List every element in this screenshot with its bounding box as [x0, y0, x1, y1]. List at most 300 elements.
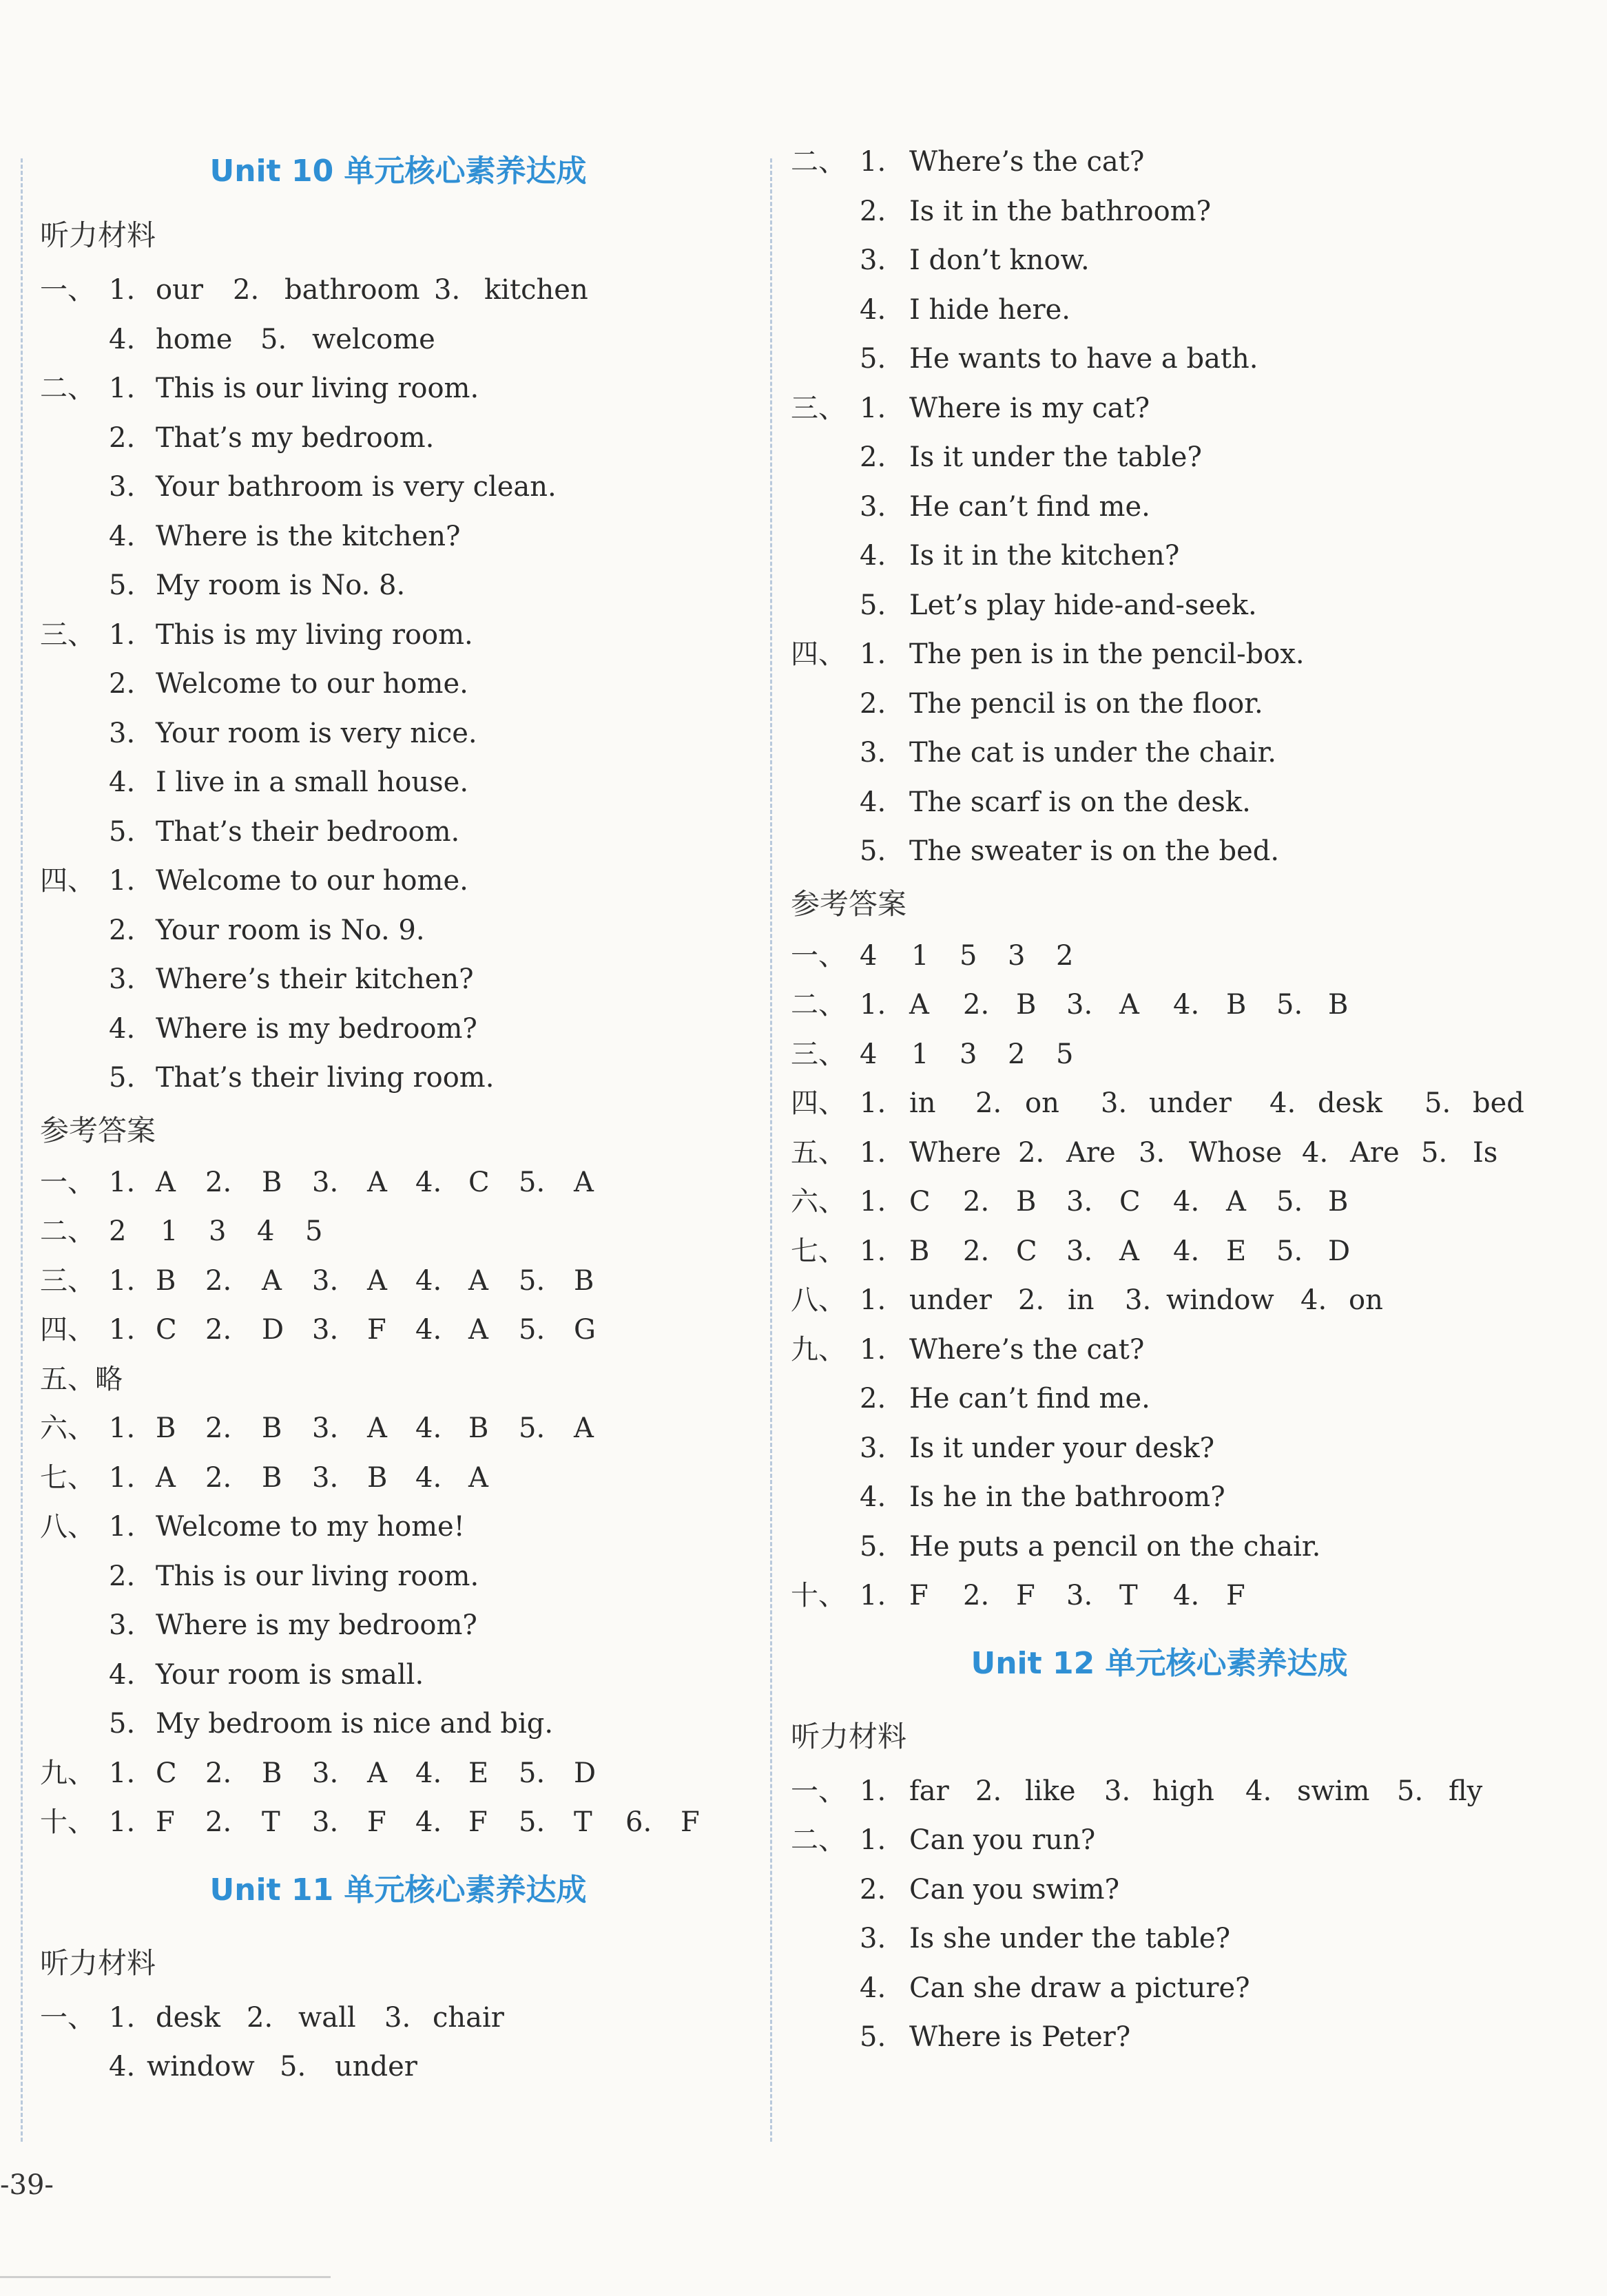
answer-text: F	[367, 1806, 386, 1838]
answer-text: 二、	[791, 1824, 846, 1856]
answer-text: F	[367, 1314, 386, 1346]
answer-row	[40, 414, 756, 463]
answer-text: 1.	[860, 1824, 887, 1856]
answer-text: 4.	[860, 540, 887, 572]
answer-text: 五、	[791, 1136, 846, 1169]
answer-row	[791, 483, 1528, 532]
answer-row	[40, 1651, 756, 1700]
answer-text: 四、	[40, 865, 95, 897]
answer-text: 5.	[109, 815, 136, 848]
answer-text: 3.	[1066, 1186, 1093, 1218]
answer-text: 3.	[1066, 1235, 1093, 1267]
answer-text: E	[468, 1757, 489, 1789]
answer-text: 3.	[860, 1432, 887, 1464]
answer-text: Where is the kitchen?	[156, 520, 461, 552]
answer-text: 5.	[109, 1708, 136, 1740]
answer-text: 4.	[109, 2051, 136, 2083]
answer-text: The pen is in the pencil-box.	[909, 638, 1305, 670]
answer-row	[791, 138, 1528, 187]
answer-text: 5	[305, 1215, 323, 1247]
answer-text: 5	[960, 939, 977, 972]
section-title: 参考答案	[40, 1113, 156, 1147]
answer-text: A	[1119, 989, 1139, 1021]
answer-text: Are	[1350, 1136, 1400, 1169]
answer-text: 一、	[40, 1166, 95, 1198]
answer-text: wall	[298, 2001, 356, 2034]
answer-row	[791, 827, 1528, 877]
answer-row	[791, 1178, 1528, 1227]
answer-text: 1.	[860, 638, 887, 670]
answer-text: 1.	[109, 373, 136, 404]
answer-text: 4.	[860, 293, 887, 326]
answer-text: 2.	[109, 421, 136, 454]
answer-row	[791, 236, 1528, 286]
answer-text: Where is my cat?	[909, 392, 1150, 424]
answer-text: 1.	[860, 392, 887, 424]
answer-text: This is our living room.	[156, 1560, 479, 1592]
answer-text: 二、	[791, 146, 846, 178]
answer-text: 1.	[860, 1087, 887, 1119]
answer-row	[40, 1054, 756, 1103]
answer-row	[40, 364, 756, 414]
answer-text: 3.	[860, 1923, 887, 1954]
answer-text: 2.	[205, 1166, 232, 1198]
answer-text: 1.	[109, 1511, 136, 1543]
answer-text: 4	[860, 1038, 878, 1070]
answer-row	[40, 955, 756, 1005]
answer-text: Let’s play hide-and-seek.	[909, 589, 1257, 621]
answer-text: Are	[1066, 1136, 1116, 1169]
answer-text: 3.	[312, 1461, 339, 1494]
answer-text: A	[574, 1412, 594, 1444]
answer-text: 5.	[1276, 989, 1303, 1021]
answer-text: 2.	[963, 1186, 990, 1218]
answer-row	[40, 1798, 756, 1848]
answer-text: Welcome to my home!	[156, 1511, 465, 1543]
answer-text: 1.	[109, 1757, 136, 1789]
answer-text: This is our living room.	[156, 373, 479, 404]
answer-text: A	[909, 989, 929, 1021]
answer-text: 3.	[1125, 1284, 1152, 1316]
answer-text: 2.	[963, 1580, 990, 1611]
answer-text: Is it in the bathroom?	[909, 195, 1212, 227]
answer-row	[40, 1503, 756, 1552]
answer-text: like	[1025, 1775, 1076, 1807]
answer-text: 5.	[860, 2021, 887, 2053]
section-title: 听力材料	[40, 218, 156, 252]
answer-row	[40, 660, 756, 709]
answer-text: My room is No. 8.	[156, 570, 406, 601]
answer-text: Welcome to our home.	[156, 668, 468, 700]
answer-text: 2.	[860, 1873, 887, 1906]
answer-text: home	[156, 323, 233, 355]
answer-row	[40, 266, 756, 315]
unit-heading: Unit 12 单元核心素养达成	[971, 1645, 1348, 1681]
answer-text: B	[1016, 1186, 1037, 1218]
answer-row	[40, 758, 756, 808]
answer-text: 1.	[860, 1775, 887, 1807]
answer-text: 九、	[40, 1757, 95, 1789]
answer-text: 3.	[312, 1166, 339, 1198]
answer-row	[791, 286, 1528, 335]
answer-text: Where’s the cat?	[909, 1333, 1145, 1366]
answer-text: The sweater is on the bed.	[909, 835, 1280, 867]
answer-text: Can you run?	[909, 1824, 1096, 1856]
answer-text: 七、	[791, 1235, 846, 1267]
answer-text: 3.	[384, 2001, 411, 2034]
page-number: -39-	[0, 2169, 54, 2201]
answer-text: 五、略	[40, 1363, 123, 1395]
answer-text: 5.	[1397, 1775, 1424, 1807]
answer-text: 3.	[312, 1264, 339, 1297]
answer-text: 3.	[860, 490, 887, 523]
answer-text: 2.	[860, 441, 887, 473]
answer-row	[791, 1030, 1528, 1080]
answer-text: 5.	[1424, 1087, 1451, 1119]
answer-text: on	[1349, 1284, 1383, 1316]
answer-text: He wants to have a bath.	[909, 343, 1258, 375]
answer-text: 2.	[205, 1757, 232, 1789]
answer-text: Where is Peter?	[909, 2021, 1131, 2053]
answer-text: 5.	[860, 1530, 887, 1563]
answer-row	[791, 335, 1528, 384]
answer-text: 三、	[40, 618, 95, 651]
left-column	[40, 138, 756, 2092]
answer-text: Can she draw a picture?	[909, 1972, 1250, 2004]
answer-text: 5.	[519, 1757, 546, 1789]
answer-row	[791, 1227, 1528, 1277]
answer-text: 4.	[1173, 1235, 1200, 1267]
answer-text: 1.	[109, 1412, 136, 1444]
answer-text: 4.	[1173, 1186, 1200, 1218]
answer-text: B	[468, 1412, 489, 1444]
answer-text: Is it in the kitchen?	[909, 540, 1180, 572]
answer-text: 3.	[434, 274, 461, 306]
answer-text: B	[1016, 989, 1037, 1021]
answer-row	[791, 932, 1528, 981]
answer-text: 4.	[109, 323, 136, 355]
answer-text: swim	[1297, 1775, 1370, 1807]
answer-text: 4.	[1173, 1580, 1200, 1611]
answer-row	[791, 433, 1528, 483]
answer-text: B	[156, 1264, 176, 1297]
answer-row	[791, 1767, 1528, 1817]
answer-text: 1.	[109, 1461, 136, 1494]
answer-text: 1.	[860, 1580, 887, 1611]
answer-text: 三、	[791, 1038, 846, 1070]
answer-text: 2.	[963, 1235, 990, 1267]
answer-text: B	[1328, 989, 1349, 1021]
answer-text: 4.	[415, 1264, 442, 1297]
answer-row	[40, 1552, 756, 1602]
answer-row	[791, 630, 1528, 680]
answer-row	[40, 1005, 756, 1054]
answer-text: 十、	[791, 1580, 846, 1611]
answer-text: D	[262, 1314, 284, 1346]
answer-row	[791, 1326, 1528, 1375]
answer-text: A	[468, 1461, 488, 1494]
answer-text: 一、	[40, 2001, 95, 2034]
answer-text: 5.	[109, 570, 136, 601]
answer-text: D	[574, 1757, 597, 1789]
answer-text: 1.	[860, 146, 887, 178]
section-title: 听力材料	[40, 1945, 156, 1980]
answer-text: 3.	[312, 1314, 339, 1346]
answer-text: F	[909, 1580, 929, 1611]
answer-text: bathroom	[284, 274, 420, 306]
answer-row	[791, 729, 1528, 778]
answer-text: That’s their living room.	[156, 1062, 495, 1094]
answer-text: 5.	[519, 1264, 546, 1297]
answer-text: under	[909, 1284, 992, 1316]
answer-text: 二、	[791, 989, 846, 1021]
answer-row	[40, 906, 756, 956]
answer-text: 3.	[1139, 1136, 1165, 1169]
answer-text: 四、	[791, 1087, 846, 1119]
answer-text: 3	[960, 1038, 977, 1070]
answer-text: 二、	[40, 1215, 95, 1247]
answer-text: 4.	[415, 1166, 442, 1198]
answer-row	[40, 1207, 756, 1257]
answer-text: C	[1016, 1235, 1037, 1267]
answer-text: B	[367, 1461, 388, 1494]
answer-text: 四、	[791, 638, 846, 670]
answer-text: Welcome to our home.	[156, 865, 468, 897]
answer-text: 1	[160, 1215, 178, 1247]
answer-text: under	[1149, 1087, 1232, 1119]
answer-text: 2.	[860, 687, 887, 720]
answer-text: He can’t find me.	[909, 490, 1150, 523]
answer-text: F	[468, 1806, 488, 1838]
answer-text: 2.	[1018, 1136, 1045, 1169]
answer-row	[791, 2013, 1528, 2063]
answer-text: 4.	[109, 1658, 136, 1691]
answer-text: 1.	[109, 1264, 136, 1297]
answer-text: 4.	[1300, 1284, 1327, 1316]
answer-text: 1	[911, 1038, 929, 1070]
answer-row	[40, 808, 756, 857]
answer-text: window	[147, 2051, 255, 2083]
answer-text: B	[156, 1412, 176, 1444]
answer-row	[40, 1601, 756, 1651]
answer-text: 4.	[860, 1481, 887, 1513]
answer-text: 4.	[415, 1314, 442, 1346]
answer-text: 5.	[860, 343, 887, 375]
answer-text: E	[1226, 1235, 1247, 1267]
answer-text: 十、	[40, 1806, 95, 1838]
answer-text: A	[367, 1264, 387, 1297]
answer-text: 3	[209, 1215, 227, 1247]
answer-text: The pencil is on the floor.	[909, 687, 1263, 720]
answer-text: 4.	[109, 1012, 136, 1045]
answer-row	[40, 512, 756, 562]
answer-text: 5.	[109, 1062, 136, 1094]
answer-text: The cat is under the chair.	[909, 737, 1277, 769]
answer-text: 2.	[205, 1412, 232, 1444]
answer-text: 3.	[312, 1806, 339, 1838]
answer-row	[40, 1355, 756, 1405]
answer-text: T	[574, 1806, 592, 1838]
answer-text: 2	[109, 1215, 127, 1247]
answer-text: Your room is small.	[156, 1658, 424, 1691]
answer-text: Whose	[1189, 1136, 1283, 1169]
answer-text: B	[262, 1461, 282, 1494]
answer-text: 3.	[1066, 1580, 1093, 1611]
answer-row	[791, 187, 1528, 237]
answer-text: under	[335, 2051, 417, 2083]
answer-text: 5.	[860, 589, 887, 621]
answer-row	[40, 1994, 756, 2043]
answer-text: C	[156, 1757, 177, 1789]
answer-text: Where’s their kitchen?	[156, 963, 474, 995]
answer-text: 5.	[1421, 1136, 1448, 1169]
answer-row	[791, 1473, 1528, 1523]
answer-text: He puts a pencil on the chair.	[909, 1530, 1321, 1563]
answer-text: 5.	[519, 1314, 546, 1346]
section-title: 听力材料	[791, 1719, 907, 1753]
answer-text: Where is my bedroom?	[156, 1609, 477, 1641]
answer-text: C	[468, 1166, 490, 1198]
answer-text: A	[367, 1757, 387, 1789]
answer-text: 4.	[860, 1972, 887, 2004]
answer-text: 3.	[860, 737, 887, 769]
answer-row	[40, 561, 756, 611]
answer-text: 1.	[860, 1136, 887, 1169]
answer-text: 六、	[791, 1186, 846, 1218]
answer-text: far	[909, 1775, 949, 1807]
answer-text: window	[1166, 1284, 1274, 1316]
answer-text: 3.	[109, 717, 136, 749]
answer-text: Is it under the table?	[909, 441, 1202, 473]
answer-text: 2.	[109, 668, 136, 700]
answer-text: 4	[257, 1215, 275, 1247]
answer-row	[40, 1257, 756, 1306]
answer-text: on	[1025, 1087, 1059, 1119]
answer-text: 3.	[860, 244, 887, 276]
answer-text: 2.	[205, 1314, 232, 1346]
answer-text: B	[909, 1235, 930, 1267]
answer-text: Your room is very nice.	[156, 717, 477, 749]
answer-text: 5.	[280, 2051, 307, 2083]
answer-text: Is he in the bathroom?	[909, 1481, 1225, 1513]
answer-text: 九、	[791, 1333, 846, 1366]
unit-heading: Unit 10 单元核心素养达成	[209, 154, 587, 189]
answer-text: 七、	[40, 1461, 95, 1494]
answer-text: That’s my bedroom.	[156, 421, 435, 454]
left-margin-rule	[21, 158, 23, 2142]
answer-row	[791, 1129, 1528, 1178]
answer-text: 2.	[1018, 1284, 1045, 1316]
answer-text: 4.	[860, 786, 887, 818]
answer-row	[791, 1914, 1528, 1964]
answer-text: 八、	[40, 1511, 95, 1543]
answer-text: in	[1068, 1284, 1095, 1316]
answer-text: A	[1226, 1186, 1246, 1218]
answer-text: A	[262, 1264, 282, 1297]
answer-text: C	[1119, 1186, 1141, 1218]
answer-text: A	[367, 1412, 387, 1444]
answer-row	[40, 1158, 756, 1208]
answer-text: T	[262, 1806, 280, 1838]
answer-text: 6.	[625, 1806, 652, 1838]
answer-text: T	[1119, 1580, 1138, 1611]
answer-text: 1.	[109, 1314, 136, 1346]
answer-text: 4.	[1245, 1775, 1272, 1807]
answer-text: 2	[1008, 1038, 1026, 1070]
answer-row	[40, 1700, 756, 1749]
answer-text: 4.	[415, 1806, 442, 1838]
answer-row	[40, 1454, 756, 1503]
answer-text: chair	[433, 2001, 504, 2034]
answer-text: 2	[1056, 939, 1074, 972]
answer-row	[791, 1375, 1528, 1424]
answer-text: I live in a small house.	[156, 766, 469, 798]
answer-text: 3.	[1104, 1775, 1131, 1807]
answer-row	[791, 1816, 1528, 1866]
answer-text: A	[468, 1314, 488, 1346]
answer-text: fly	[1449, 1775, 1483, 1807]
answer-text: 1.	[109, 1166, 136, 1198]
answer-text: F	[1226, 1580, 1245, 1611]
answer-text: Can you swim?	[909, 1873, 1120, 1906]
answer-text: 1.	[109, 618, 136, 651]
answer-text: 2.	[860, 1383, 887, 1415]
answer-text: 三、	[40, 1264, 95, 1297]
answer-text: D	[1328, 1235, 1351, 1267]
answer-text: That’s their bedroom.	[156, 815, 460, 848]
answer-row	[40, 463, 756, 512]
answer-text: 2.	[109, 914, 136, 946]
answer-text: 1.	[860, 1284, 887, 1316]
column-divider	[770, 158, 772, 2142]
answer-row	[791, 384, 1528, 434]
answer-text: A	[574, 1166, 594, 1198]
answer-row	[791, 581, 1528, 631]
answer-text: desk	[156, 2001, 221, 2034]
answer-row	[791, 1424, 1528, 1474]
answer-text: our	[156, 274, 203, 306]
answer-text: I don’t know.	[909, 244, 1090, 276]
answer-text: 2.	[975, 1087, 1002, 1119]
answer-text: 3.	[109, 963, 136, 995]
answer-text: B	[262, 1412, 282, 1444]
answer-text: bed	[1473, 1087, 1524, 1119]
answer-text: 4.	[415, 1757, 442, 1789]
answer-text: Where is my bedroom?	[156, 1012, 477, 1045]
answer-text: 一、	[791, 939, 846, 972]
answer-text: B	[1226, 989, 1247, 1021]
answer-text: C	[156, 1314, 177, 1346]
answer-text: 3	[1008, 939, 1026, 972]
answer-text: G	[574, 1314, 596, 1346]
answer-text: C	[909, 1186, 931, 1218]
answer-text: 2.	[205, 1264, 232, 1297]
answer-text: 3.	[109, 1609, 136, 1641]
answer-text: 5.	[860, 835, 887, 867]
answer-row	[791, 981, 1528, 1030]
answer-text: B	[262, 1757, 282, 1789]
answer-text: Is	[1473, 1136, 1498, 1169]
answer-row	[40, 611, 756, 660]
answer-row	[40, 857, 756, 906]
answer-row	[40, 315, 756, 365]
answer-text: 2.	[233, 274, 260, 306]
answer-text: Where’s the cat?	[909, 146, 1145, 178]
answer-text: 2.	[860, 195, 887, 227]
answer-row	[791, 1964, 1528, 2014]
answer-text: 三、	[791, 392, 846, 424]
answer-text: 4.	[415, 1461, 442, 1494]
